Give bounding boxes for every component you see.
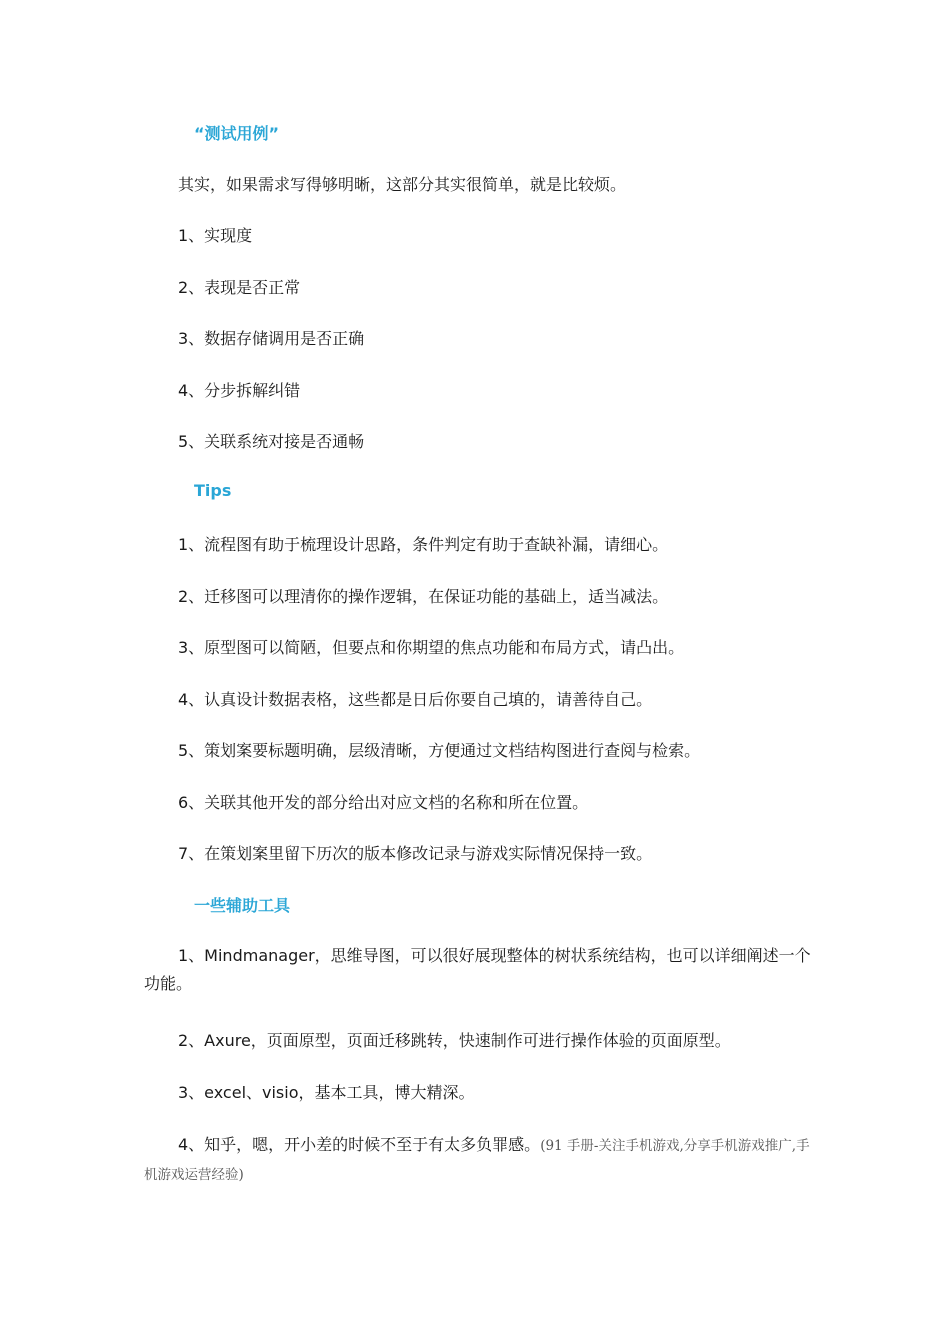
tool-item: 1、Mindmanager，思维导图，可以很好展现整体的树状系统结构，也可以详细阐述一个功能。 [144,946,811,993]
tip-item: 6、关联其他开发的部分给出对应文档的名称和所在位置。 [178,793,589,812]
paragraph-intro: 其实，如果需求写得够明晰，这部分其实很简单，就是比较烦。 [178,175,627,194]
tip-item: 5、策划案要标题明确，层级清晰，方便通过文档结构图进行查阅与检索。 [178,741,701,760]
tip-item: 2、迁移图可以理清你的操作逻辑，在保证功能的基础上，适当减法。 [178,587,669,606]
tool-item-4 [144,1131,812,1189]
tool-item: 3、excel、visio，基本工具，博大精深。 [178,1083,475,1102]
list-item: 4、分步拆解纠错 [178,381,301,400]
tool-item-text: 4、知乎，嗯，开小差的时候不至于有太多负罪感。 [178,1135,541,1154]
tool-item: 2、Axure，页面原型，页面迁移跳转，快速制作可进行操作体验的页面原型。 [178,1031,731,1050]
heading-test-cases: “测试用例” [194,124,280,143]
list-item: 3、数据存储调用是否正确 [178,329,365,348]
list-item: 2、表现是否正常 [178,278,301,297]
tip-item: 4、认真设计数据表格，这些都是日后你要自己填的，请善待自己。 [178,690,653,709]
tip-item: 7、在策划案里留下历次的版本修改记录与游戏实际情况保持一致。 [178,844,653,863]
list-item: 5、关联系统对接是否通畅 [178,432,365,451]
heading-tools: 一些辅助工具 [194,896,291,915]
tip-item: 3、原型图可以简陋，但要点和你期望的焦点功能和布局方式，请凸出。 [178,638,685,657]
heading-tips: Tips [194,481,232,500]
source-note: (91 手册-关注手机游戏,分享手机游戏推广,手机游戏运营经验) [144,1138,810,1183]
list-item: 1、实现度 [178,226,253,245]
tip-item: 1、流程图有助于梳理设计思路，条件判定有助于查缺补漏，请细心。 [178,535,669,554]
